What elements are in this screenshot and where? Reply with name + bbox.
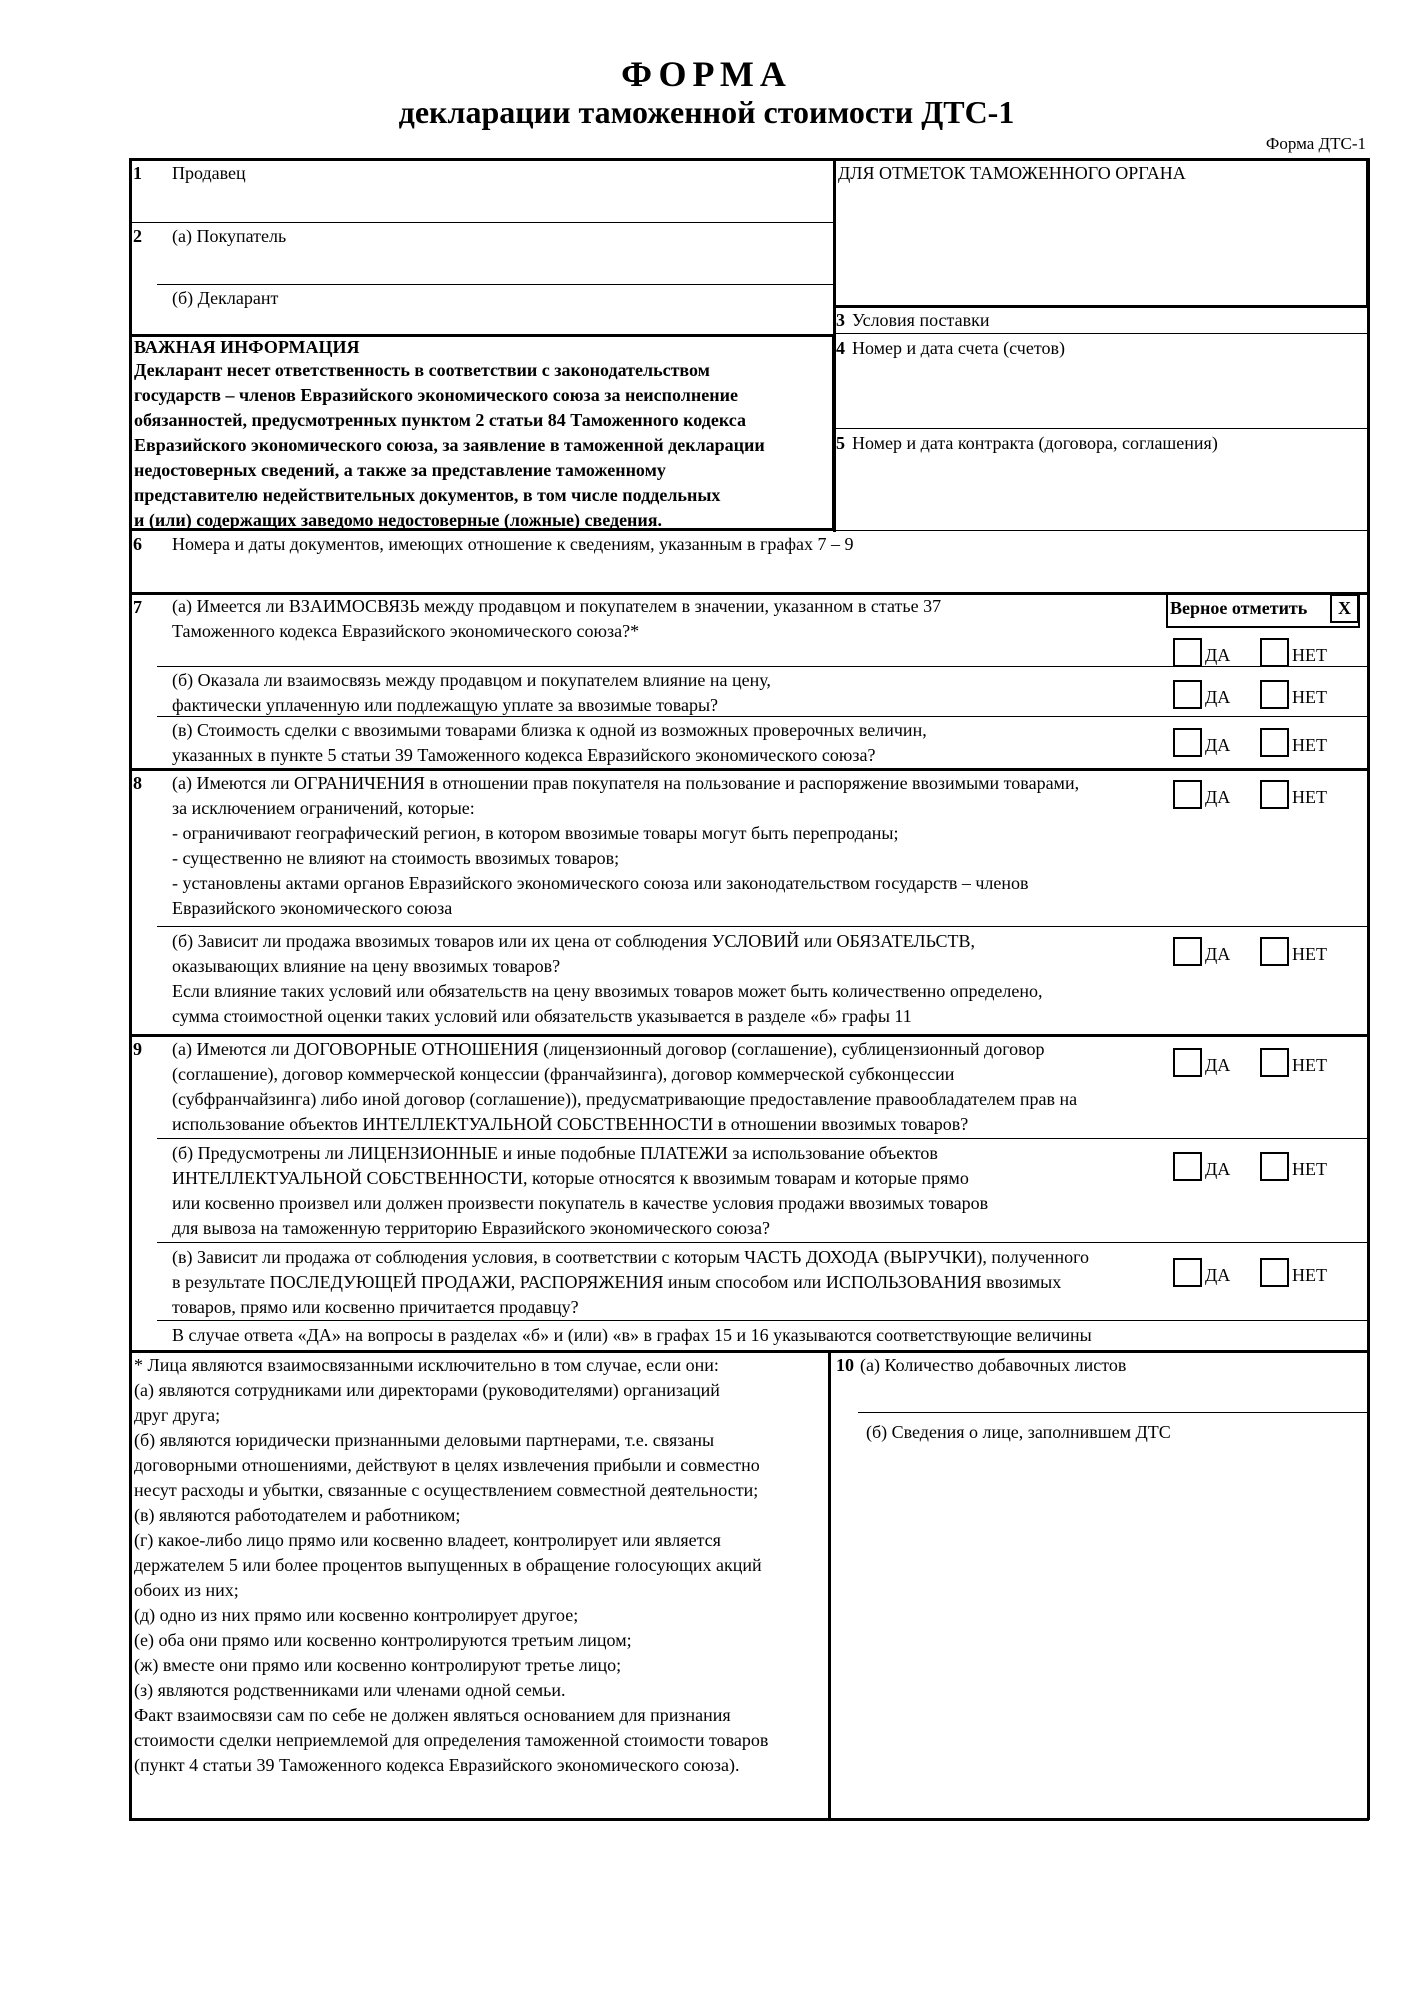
g6-number: 6 (133, 534, 142, 554)
footnote-line: (ж) вместе они прямо или косвенно контролируют третье лицо; (134, 1655, 622, 1675)
question-line: (б) Зависит ли продажа ввозимых товаров или их цена от соблюдения УСЛОВИЙ или ОБЯЗАТЕЛЬСТВ, (172, 931, 976, 951)
checkbox-9c-yes[interactable] (1173, 1258, 1202, 1287)
declarant-label: (б) Декларант (172, 288, 279, 308)
documents-label: Номера и даты документов, имеющих отношение к сведениям, указанным в графах 7 – 9 (172, 534, 854, 554)
footnote-line: обоих из них; (134, 1580, 239, 1600)
related-persons-footnote (134, 1353, 768, 1778)
no-label: НЕТ (1292, 787, 1327, 807)
g4-number: 4 (836, 338, 845, 358)
question-line: (а) Имеются ли ДОГОВОРНЫЕ ОТНОШЕНИЯ (лицензионный договор (соглашение), сублицензионный договор (172, 1039, 1045, 1059)
g3-number: 3 (836, 310, 845, 330)
g9c-question (172, 1245, 1089, 1320)
question-line: указанных в пункте 5 статьи 39 Таможенного кодекса Евразийского экономического союза? (172, 745, 876, 765)
question-line: Таможенного кодекса Евразийского экономического союза?* (172, 621, 640, 641)
footnote-line: (д) одно из них прямо или косвенно контролирует другое; (134, 1605, 579, 1625)
g8a-question (172, 771, 1079, 921)
g10-number: 10 (836, 1355, 854, 1375)
no-label: НЕТ (1292, 687, 1327, 707)
g9a-question (172, 1037, 1077, 1137)
no-label: НЕТ (1292, 645, 1327, 665)
footnote-line: (а) являются сотрудниками или директорами (руководителями) организаций (134, 1380, 720, 1400)
question-line: - установлены актами органов Евразийского экономического союза или законодательством государств – членов (172, 873, 1029, 893)
no-label: НЕТ (1292, 1055, 1327, 1075)
g9-note: В случае ответа «ДА» на вопросы в разделах «б» и (или) «в» в графах 15 и 16 указываются соответствующие величины (172, 1325, 1092, 1345)
question-line: Евразийского экономического союза (172, 898, 453, 918)
important-line: Декларант несет ответственность в соответствии с законодательством (134, 360, 710, 380)
footnote-line: (в) являются работодателем и работником; (134, 1505, 461, 1525)
g9-number: 9 (133, 1039, 142, 1059)
checkbox-7b-no[interactable] (1260, 680, 1289, 709)
form-code: Форма ДТС-1 (1265, 134, 1366, 153)
important-line: недостоверных сведений, а также за представление таможенному (134, 460, 666, 480)
question-line: (б) Оказала ли взаимосвязь между продавцом и покупателем влияние на цену, (172, 670, 771, 690)
question-line: в результате ПОСЛЕДУЮЩЕЙ ПРОДАЖИ, РАСПОРЯЖЕНИЯ иным способом или ИСПОЛЬЗОВАНИЯ ввозимых (172, 1272, 1062, 1292)
footnote-line: (з) являются родственниками или членами одной семьи. (134, 1680, 566, 1700)
g7a-question (172, 594, 941, 644)
g9b-question (172, 1141, 988, 1241)
checkbox-7b-yes[interactable] (1173, 680, 1202, 709)
question-line: ИНТЕЛЛЕКТУАЛЬНОЙ СОБСТВЕННОСТИ, которые относятся к ввозимым товарам и которые прямо (172, 1168, 969, 1188)
mark-example-box: X (1330, 594, 1359, 623)
footnote-line: * Лица являются взаимосвязанными исключительно в том случае, если они: (134, 1355, 719, 1375)
contract-label: Номер и дата контракта (договора, соглашения) (852, 433, 1218, 453)
question-line: сумма стоимостной оценки таких условий или обязательств указывается в разделе «б» графы 11 (172, 1006, 912, 1026)
question-line: (а) Имеются ли ОГРАНИЧЕНИЯ в отношении прав покупателя на пользование и распоряжение ввозимыми товарами, (172, 773, 1080, 793)
footnote-line: Факт взаимосвязи сам по себе не должен являться основанием для признания (134, 1705, 731, 1725)
yes-label: ДА (1205, 687, 1231, 707)
no-label: НЕТ (1292, 944, 1327, 964)
g7b-question (172, 668, 771, 718)
question-line: товаров, прямо или косвенно причитается продавцу? (172, 1297, 579, 1317)
question-line: (в) Зависит ли продажа от соблюдения условия, в соответствии с которым ЧАСТЬ ДОХОДА (ВЫРУЧКИ), полученного (172, 1247, 1090, 1267)
delivery-terms-label: Условия поставки (852, 310, 990, 330)
question-line: для вывоза на таможенную территорию Евразийского экономического союза? (172, 1218, 770, 1238)
footnote-line: (г) какое-либо лицо прямо или косвенно владеет, контролирует или является (134, 1530, 721, 1550)
yes-label: ДА (1205, 944, 1231, 964)
no-label: НЕТ (1292, 1265, 1327, 1285)
yes-label: ДА (1205, 1159, 1231, 1179)
customs-marks-label: ДЛЯ ОТМЕТОК ТАМОЖЕННОГО ОРГАНА (838, 163, 1186, 183)
question-line: - существенно не влияют на стоимость ввозимых товаров; (172, 848, 620, 868)
g8b-question (172, 929, 1043, 1029)
footnote-line: (е) оба они прямо или косвенно контролируются третьим лицом; (134, 1630, 632, 1650)
important-line: Евразийского экономического союза, за заявление в таможенной декларации (134, 435, 765, 455)
g5-number: 5 (836, 433, 845, 453)
filler-info-label: (б) Сведения о лице, заполнившем ДТС (866, 1422, 1171, 1442)
important-line: государств – членов Евразийского экономического союза за неисполнение (134, 385, 738, 405)
extra-sheets-label: (а) Количество добавочных листов (860, 1355, 1127, 1375)
footnote-line: договорными отношениями, действуют в целях извлечения прибыли и совместно (134, 1455, 760, 1475)
checkbox-9a-yes[interactable] (1173, 1048, 1202, 1077)
invoice-label: Номер и дата счета (счетов) (852, 338, 1065, 358)
question-line: использование объектов ИНТЕЛЛЕКТУАЛЬНОЙ СОБСТВЕННОСТИ в отношении ввозимых товаров? (172, 1114, 969, 1134)
important-info (134, 336, 765, 533)
checkbox-8a-no[interactable] (1260, 780, 1289, 809)
checkbox-9b-yes[interactable] (1173, 1152, 1202, 1181)
g2-number: 2 (133, 226, 142, 246)
important-line: представителю недействительных документов, в том числе поддельных (134, 485, 721, 505)
yes-label: ДА (1205, 645, 1231, 665)
yes-label: ДА (1205, 735, 1231, 755)
checkbox-8b-no[interactable] (1260, 937, 1289, 966)
checkbox-7c-yes[interactable] (1173, 728, 1202, 757)
important-line: и (или) содержащих заведомо недостоверные (ложные) сведения. (134, 510, 663, 530)
checkbox-7a-yes[interactable] (1173, 638, 1202, 667)
footnote-line: держателем 5 или более процентов выпущенных в обращение голосующих акций (134, 1555, 762, 1575)
g7-number: 7 (133, 597, 142, 617)
checkbox-9b-no[interactable] (1260, 1152, 1289, 1181)
buyer-label: (а) Покупатель (172, 226, 287, 246)
page-title: ФОРМА (621, 54, 792, 94)
seller-label: Продавец (172, 163, 246, 183)
checkbox-9c-no[interactable] (1260, 1258, 1289, 1287)
footnote-line: стоимости сделки неприемлемой для определения таможенной стоимости товаров (134, 1730, 769, 1750)
question-line: или косвенно произвел или должен произвести покупатель в качестве условия продажи ввозимых товаров (172, 1193, 989, 1213)
checkbox-7c-no[interactable] (1260, 728, 1289, 757)
yes-label: ДА (1205, 787, 1231, 807)
g7c-question (172, 718, 927, 768)
question-line: (субфранчайзинга) либо иной договор (соглашение)), предусматривающие предоставление правообладателем прав на (172, 1089, 1078, 1109)
checkbox-9a-no[interactable] (1260, 1048, 1289, 1077)
checkbox-8a-yes[interactable] (1173, 780, 1202, 809)
question-line: (соглашение), договор коммерческой концессии (франчайзинга), договор коммерческой субконцессии (172, 1064, 955, 1084)
g1-number: 1 (133, 163, 142, 183)
question-line: (б) Предусмотрены ли ЛИЦЕНЗИОННЫЕ и иные подобные ПЛАТЕЖИ за использование объектов (172, 1143, 938, 1163)
checkbox-7a-no[interactable] (1260, 638, 1289, 667)
mark-correct-label: Верное отметить (1170, 598, 1308, 618)
question-line: (а) Имеется ли ВЗАИМОСВЯЗЬ между продавцом и покупателем в значении, указанном в статье 37 (172, 596, 942, 616)
important-title: ВАЖНАЯ ИНФОРМАЦИЯ (134, 337, 360, 357)
page-subtitle: декларации таможенной стоимости ДТС-1 (398, 94, 1015, 130)
important-line: обязанностей, предусмотренных пунктом 2 статьи 84 Таможенного кодекса (134, 410, 746, 430)
no-label: НЕТ (1292, 735, 1327, 755)
footnote-line: (б) являются юридически признанными деловыми партнерами, т.е. связаны (134, 1430, 715, 1450)
no-label: НЕТ (1292, 1159, 1327, 1179)
question-line: Если влияние таких условий или обязательств на цену ввозимых товаров может быть количественно определено, (172, 981, 1043, 1001)
question-line: за исключением ограничений, которые: (172, 798, 475, 818)
yes-label: ДА (1205, 1265, 1231, 1285)
checkbox-8b-yes[interactable] (1173, 937, 1202, 966)
question-line: оказывающих влияние на цену ввозимых товаров? (172, 956, 561, 976)
question-line: фактически уплаченную или подлежащую уплате за ввозимые товары? (172, 695, 719, 715)
question-line: (в) Стоимость сделки с ввозимыми товарами близка к одной из возможных проверочных величин, (172, 720, 927, 740)
g8-number: 8 (133, 773, 142, 793)
yes-label: ДА (1205, 1055, 1231, 1075)
question-line: - ограничивают географический регион, в котором ввозимые товары могут быть перепроданы; (172, 823, 899, 843)
footnote-line: друг друга; (134, 1405, 221, 1425)
footnote-line: (пункт 4 статьи 39 Таможенного кодекса Евразийского экономического союза). (134, 1755, 740, 1775)
footnote-line: несут расходы и убытки, связанные с осуществлением совместной деятельности; (134, 1480, 759, 1500)
